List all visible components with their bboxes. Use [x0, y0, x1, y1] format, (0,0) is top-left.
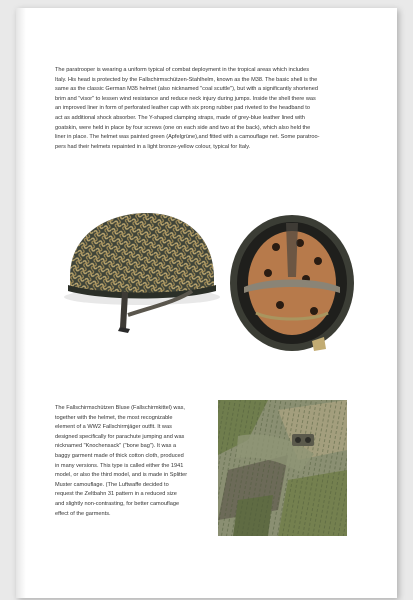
- page-gutter-shadow: [16, 8, 26, 598]
- helmet-interior-photo: [228, 213, 356, 353]
- book-page: [16, 8, 397, 598]
- camouflage-smock-photo: [218, 400, 347, 536]
- intro-paragraph: The paratrooper is wearing a uniform typical of combat deployment in the tropical areas which includes Italy. His head is protected by the Fallschirmschützen-Stahlhelm, known as the M38. The basic shell is the same as the classic German M35 helmet (also nicknamed "coal scuttle"), but with a significantly shortened brim and "visor" to lessen wind resistance and reduce neck injury during jumps. Inside the shell there was an improved liner in form of perforated leather cap with six prong rubber pad riveted to the headband to act as additional shock absorber. The Y-shaped clamping straps, made of grey-blue leather lined with goatskin, were held in place by four screws (one on each side and two at the back), which also held the liner in place. The helmet was painted green (Apfelgrüne),and fitted with a camouflage net. Some paratroo- pers had their helmets repainted in a light bronze-yellow colour, typical for Italy.: [55, 67, 320, 150]
- smock-paragraph: The Fallschirmschützen Bluse (Fallschirmkittel) was, together with the helmet, the most recognizable element of a WW2 Fallschirmjäger outfit. It was designed specifically for parachute jumping and was nicknamed "Knochensack" ("bone bag"). It was a baggy garment made of thick cotton cloth, produced in many versions. This type is called either the 1941 model, or also the third model, and is made in Splitter Muster camouflage. (The Luftwaffe decided to request the Zeltbahn 31 pattern in a reduced size and slightly non-contrasting, for better camouflage effect of the garments.: [55, 405, 188, 517]
- helmet-side-photo: [60, 207, 220, 347]
